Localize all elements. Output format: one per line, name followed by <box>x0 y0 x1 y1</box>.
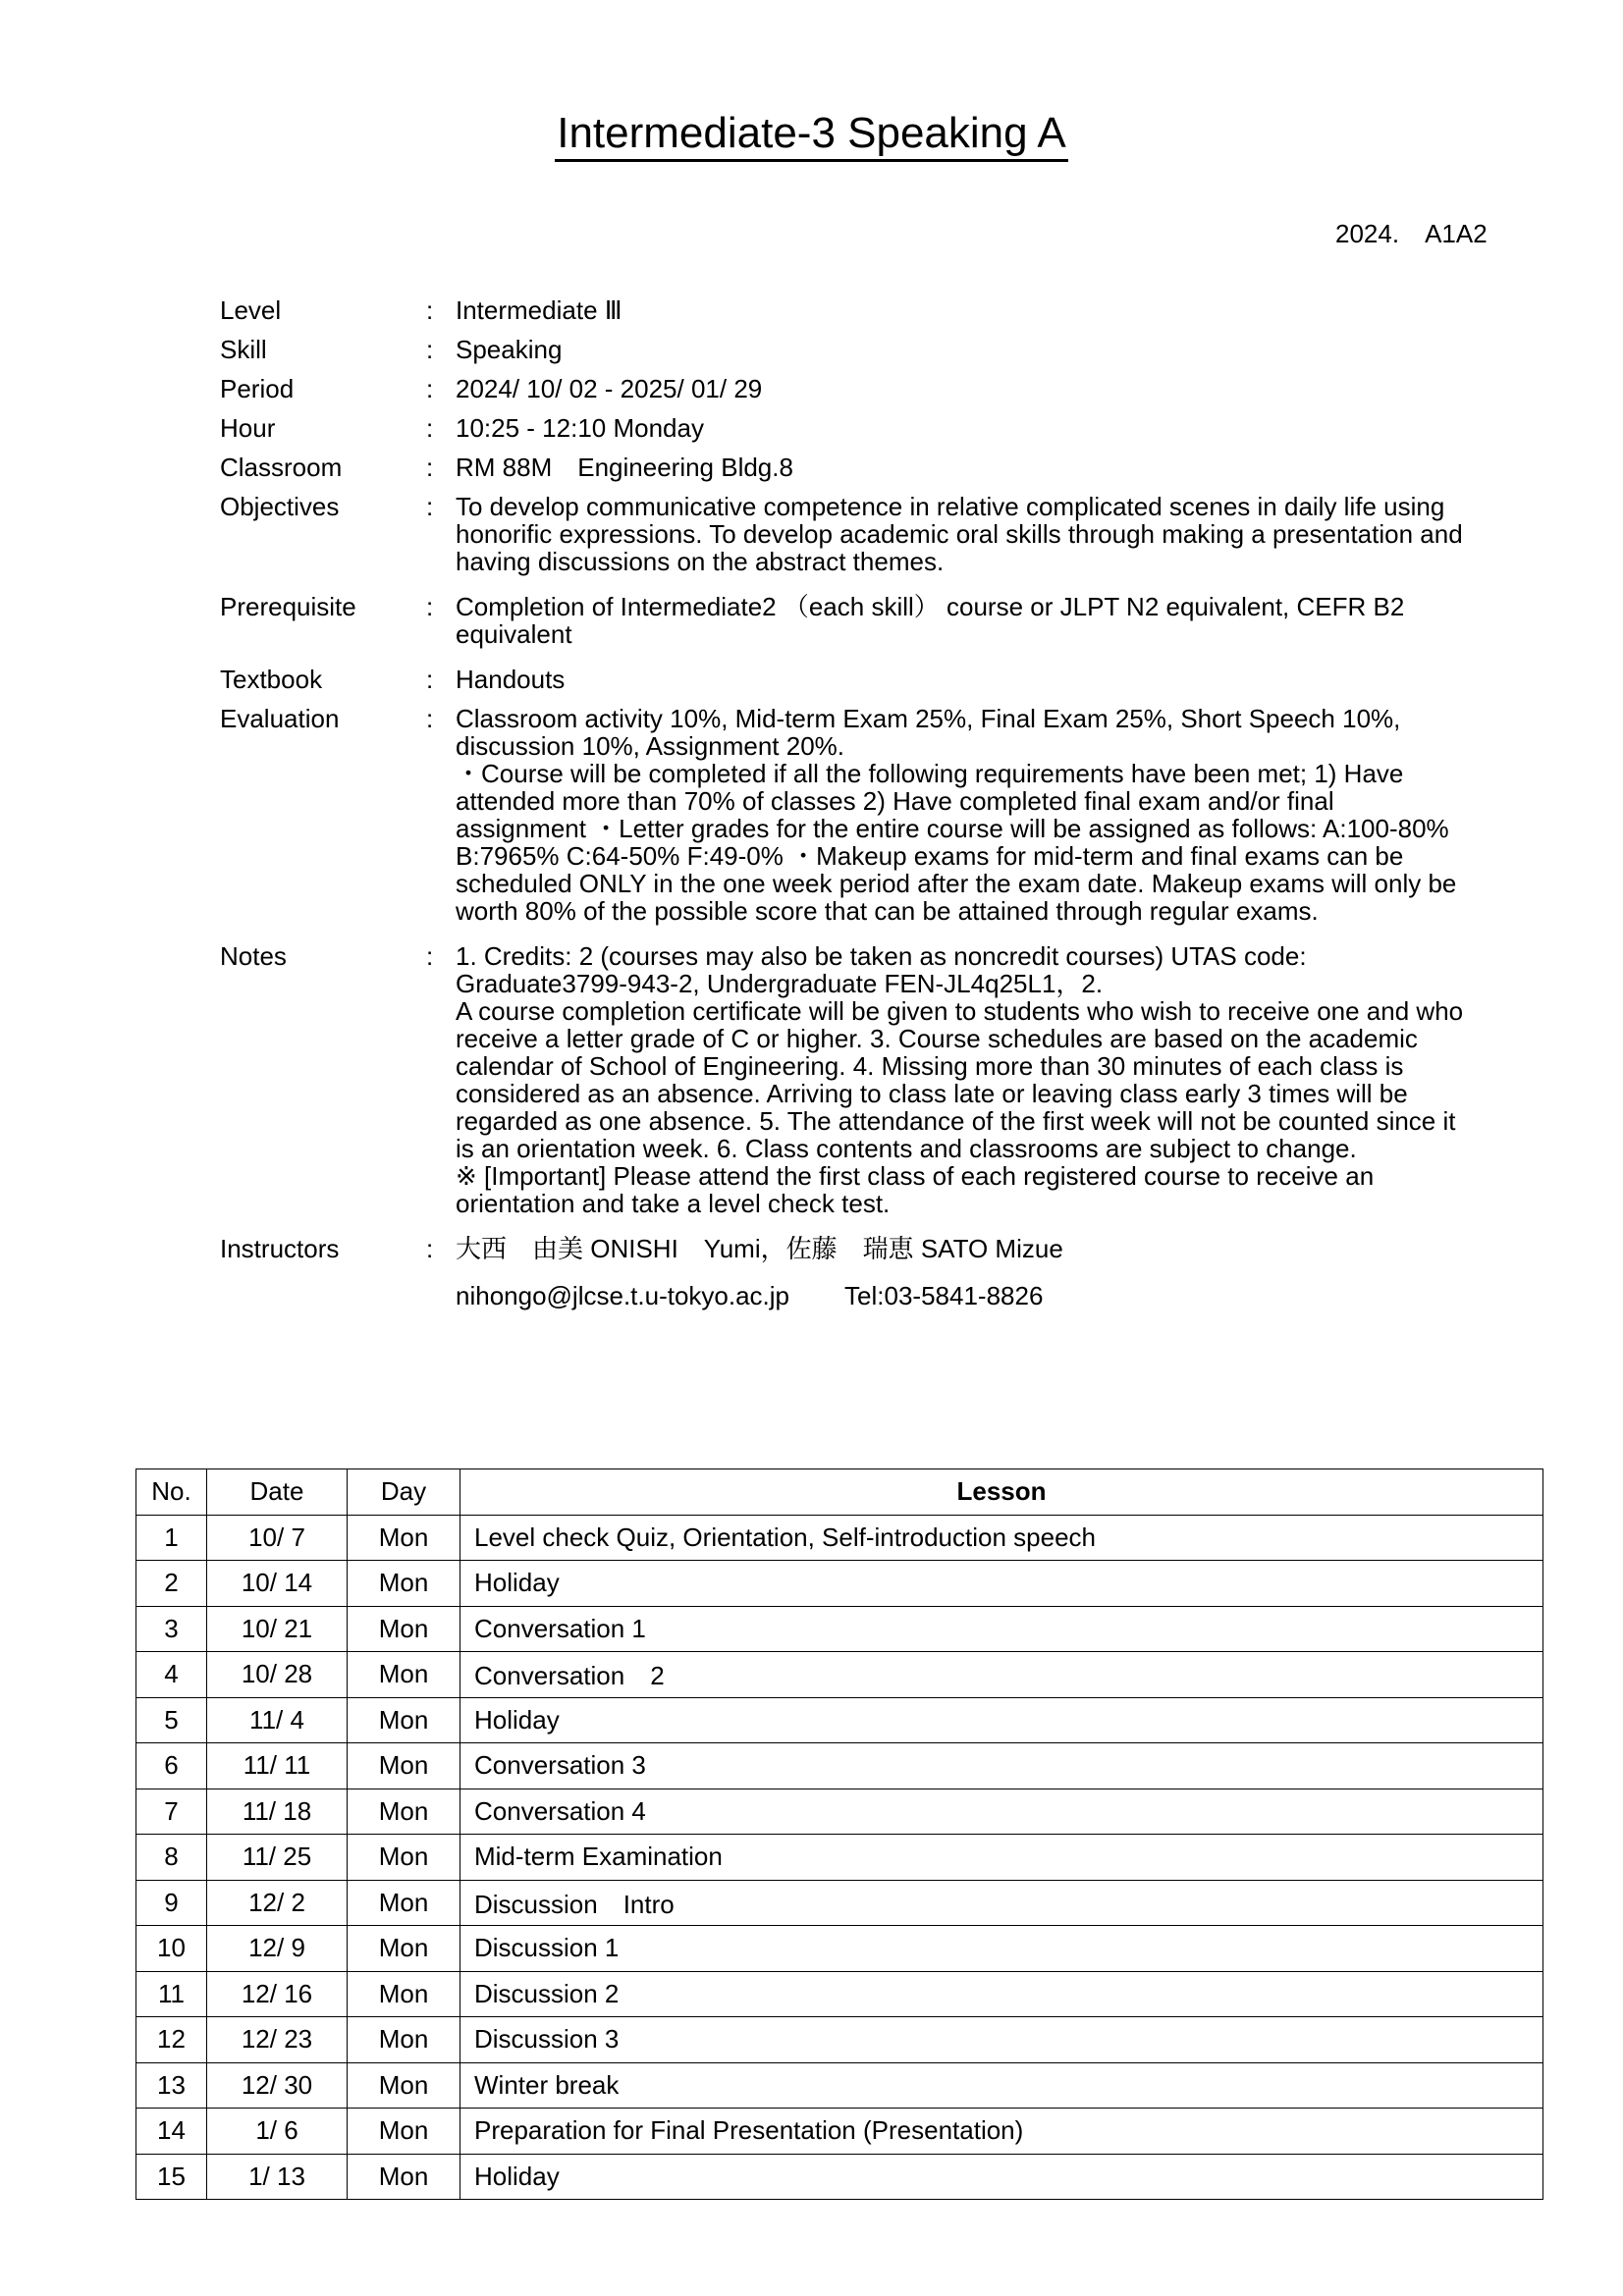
header-day: Day <box>348 1469 460 1516</box>
cell-lesson: Level check Quiz, Orientation, Self-introduction speech <box>460 1515 1543 1561</box>
cell-no: 13 <box>136 2062 207 2109</box>
table-row <box>136 1561 1543 1607</box>
cell-lesson: Mid-term Examination <box>460 1835 1543 1881</box>
cell-date: 11/ 11 <box>207 1743 348 1789</box>
cell-lesson: Conversation 4 <box>460 1789 1543 1835</box>
cell-lesson: Winter break <box>460 2062 1543 2109</box>
cell-date: 12/ 9 <box>207 1926 348 1972</box>
cell-no: 10 <box>136 1926 207 1972</box>
cell-lesson: Discussion 2 <box>460 1971 1543 2017</box>
cell-date: 11/ 25 <box>207 1835 348 1881</box>
field-colon: : <box>426 453 434 482</box>
cell-day: Mon <box>348 2062 460 2109</box>
field-skill <box>220 330 1467 369</box>
field-colon: : <box>426 941 434 971</box>
cell-day: Mon <box>348 1652 460 1698</box>
field-label: Evaluation <box>220 704 340 733</box>
field-colon: : <box>426 335 434 364</box>
cell-day: Mon <box>348 1515 460 1561</box>
cell-day: Mon <box>348 2109 460 2155</box>
field-value: RM 88M Engineering Bldg.8 <box>456 453 793 482</box>
table-row <box>136 1926 1543 1972</box>
table-row <box>136 2062 1543 2109</box>
field-prerequisite <box>220 587 1467 648</box>
table-row <box>136 2109 1543 2155</box>
page-title-text: Intermediate-3 Speaking A <box>555 109 1068 162</box>
field-label: Prerequisite <box>220 592 356 621</box>
contact-email: nihongo@jlcse.t.u-tokyo.ac.jp <box>456 1281 790 1310</box>
course-code: 2024. A1A2 <box>1335 219 1488 248</box>
contact-line <box>220 1276 1467 1315</box>
field-label: Period <box>220 374 295 403</box>
field-value: Completion of Intermediate2 （each skill） course or JLPT N2 equivalent, CEFR B2 equivalent <box>456 592 1405 649</box>
field-value: 10:25 - 12:10 Monday <box>456 413 704 443</box>
field-hour <box>220 408 1467 448</box>
cell-lesson: Conversation 2 <box>460 1652 1543 1698</box>
field-colon: : <box>426 704 434 733</box>
header-no: No. <box>136 1469 207 1516</box>
field-label: Objectives <box>220 492 340 521</box>
cell-no: 14 <box>136 2109 207 2155</box>
table-row <box>136 2154 1543 2200</box>
cell-no: 3 <box>136 1606 207 1652</box>
field-label: Level <box>220 295 282 325</box>
cell-day: Mon <box>348 1561 460 1607</box>
cell-lesson: Preparation for Final Presentation (Presentation) <box>460 2109 1543 2155</box>
cell-no: 6 <box>136 1743 207 1789</box>
field-value: Speaking <box>456 335 563 364</box>
schedule-table <box>135 1468 1543 2200</box>
cell-day: Mon <box>348 1789 460 1835</box>
cell-no: 5 <box>136 1697 207 1743</box>
header-lesson: Lesson <box>460 1469 1543 1516</box>
cell-day: Mon <box>348 2017 460 2063</box>
cell-date: 12/ 30 <box>207 2062 348 2109</box>
cell-date: 12/ 16 <box>207 1971 348 2017</box>
field-value: Classroom activity 10%, Mid-term Exam 25%, Final Exam 25%, Short Speech 10%, discussion 10%, Assignment 20%. ・Course will be completed if all the following requirements have been met; 1) Have attended more than 70% of classes 2) Have completed final exam and/or final assignment ・Letter grades for the entire course will be assigned as follows: A:100-80% B:7965% C:64-50% F:49-0% ・Makeup exams for mid-term and final exams can be scheduled ONLY in the one week period after the exam date. Makeup exams will only be worth 80% of the possible score that can be attained through regular exams. <box>456 704 1457 926</box>
cell-day: Mon <box>348 1971 460 2017</box>
table-row <box>136 1835 1543 1881</box>
header-date: Date <box>207 1469 348 1516</box>
field-level <box>220 291 1467 330</box>
field-evaluation <box>220 699 1467 925</box>
cell-no: 1 <box>136 1515 207 1561</box>
cell-no: 7 <box>136 1789 207 1835</box>
table-row <box>136 1971 1543 2017</box>
field-objectives <box>220 487 1467 575</box>
field-label: Instructors <box>220 1234 340 1263</box>
cell-no: 11 <box>136 1971 207 2017</box>
cell-date: 1/ 6 <box>207 2109 348 2155</box>
table-row <box>136 1880 1543 1926</box>
cell-day: Mon <box>348 1697 460 1743</box>
field-label: Textbook <box>220 665 323 694</box>
field-colon: : <box>426 665 434 694</box>
table-row <box>136 1697 1543 1743</box>
table-row <box>136 1606 1543 1652</box>
field-label: Skill <box>220 335 267 364</box>
cell-date: 10/ 14 <box>207 1561 348 1607</box>
field-textbook <box>220 660 1467 699</box>
cell-date: 10/ 7 <box>207 1515 348 1561</box>
table-row <box>136 1743 1543 1789</box>
cell-day: Mon <box>348 1926 460 1972</box>
field-classroom <box>220 448 1467 487</box>
cell-day: Mon <box>348 1880 460 1926</box>
field-colon: : <box>426 492 434 521</box>
table-row <box>136 1789 1543 1835</box>
cell-day: Mon <box>348 2154 460 2200</box>
cell-no: 15 <box>136 2154 207 2200</box>
field-label: Notes <box>220 941 287 971</box>
field-label: Hour <box>220 413 276 443</box>
cell-date: 11/ 18 <box>207 1789 348 1835</box>
cell-lesson: Discussion Intro <box>460 1880 1543 1926</box>
table-row <box>136 1652 1543 1698</box>
table-row <box>136 1515 1543 1561</box>
cell-no: 8 <box>136 1835 207 1881</box>
cell-lesson: Discussion 3 <box>460 2017 1543 2063</box>
cell-no: 4 <box>136 1652 207 1698</box>
field-colon: : <box>426 1234 434 1263</box>
cell-date: 10/ 28 <box>207 1652 348 1698</box>
schedule-header-row <box>136 1469 1543 1516</box>
field-colon: : <box>426 413 434 443</box>
cell-no: 9 <box>136 1880 207 1926</box>
cell-date: 1/ 13 <box>207 2154 348 2200</box>
field-colon: : <box>426 374 434 403</box>
field-period <box>220 369 1467 408</box>
cell-lesson: Holiday <box>460 1561 1543 1607</box>
contact-tel: Tel:03-5841-8826 <box>844 1281 1044 1310</box>
field-instructors <box>220 1229 1467 1268</box>
cell-date: 11/ 4 <box>207 1697 348 1743</box>
table-row <box>136 2017 1543 2063</box>
field-value: To develop communicative competence in relative complicated scenes in daily life using honorific expressions. To develop academic oral skills through making a presentation and having discussions on the abstract themes. <box>456 492 1463 576</box>
field-notes <box>220 936 1467 1217</box>
cell-lesson: Holiday <box>460 1697 1543 1743</box>
cell-lesson: Discussion 1 <box>460 1926 1543 1972</box>
course-info <box>220 291 1467 1315</box>
cell-lesson: Conversation 1 <box>460 1606 1543 1652</box>
page-title <box>0 106 1623 161</box>
cell-date: 12/ 23 <box>207 2017 348 2063</box>
field-value: 1. Credits: 2 (courses may also be taken as noncredit courses) UTAS code: Graduate3799-943-2, Undergraduate FEN-JL4q25L1，2. A course completion certificate will be given to students who wish to receive one and who receive a letter grade of C or higher. 3. Course schedules are based on the academic calendar of School of Engineering. 4. Missing more than 30 minutes of each class is considered as an absence. Arriving to class late or leaving class early 3 times will be regarded as one absence. 5. The attendance of the first week will not be counted since it is an orientation week. 6. Class contents and classrooms are subject to change. ※ [Important] Please attend the first class of each registered course to receive an orientation and take a level check test. <box>456 941 1464 1218</box>
field-value: Handouts <box>456 665 566 694</box>
field-value: 大西 由美 ONISHI Yumi，佐藤 瑞恵 SATO Mizue <box>456 1234 1063 1263</box>
field-colon: : <box>426 295 434 325</box>
field-value: Intermediate Ⅲ <box>456 295 622 325</box>
cell-lesson: Holiday <box>460 2154 1543 2200</box>
field-label: Classroom <box>220 453 343 482</box>
cell-date: 12/ 2 <box>207 1880 348 1926</box>
cell-day: Mon <box>348 1606 460 1652</box>
field-colon: : <box>426 592 434 621</box>
field-value: 2024/ 10/ 02 - 2025/ 01/ 29 <box>456 374 763 403</box>
cell-no: 2 <box>136 1561 207 1607</box>
cell-day: Mon <box>348 1835 460 1881</box>
cell-lesson: Conversation 3 <box>460 1743 1543 1789</box>
cell-date: 10/ 21 <box>207 1606 348 1652</box>
cell-day: Mon <box>348 1743 460 1789</box>
cell-no: 12 <box>136 2017 207 2063</box>
